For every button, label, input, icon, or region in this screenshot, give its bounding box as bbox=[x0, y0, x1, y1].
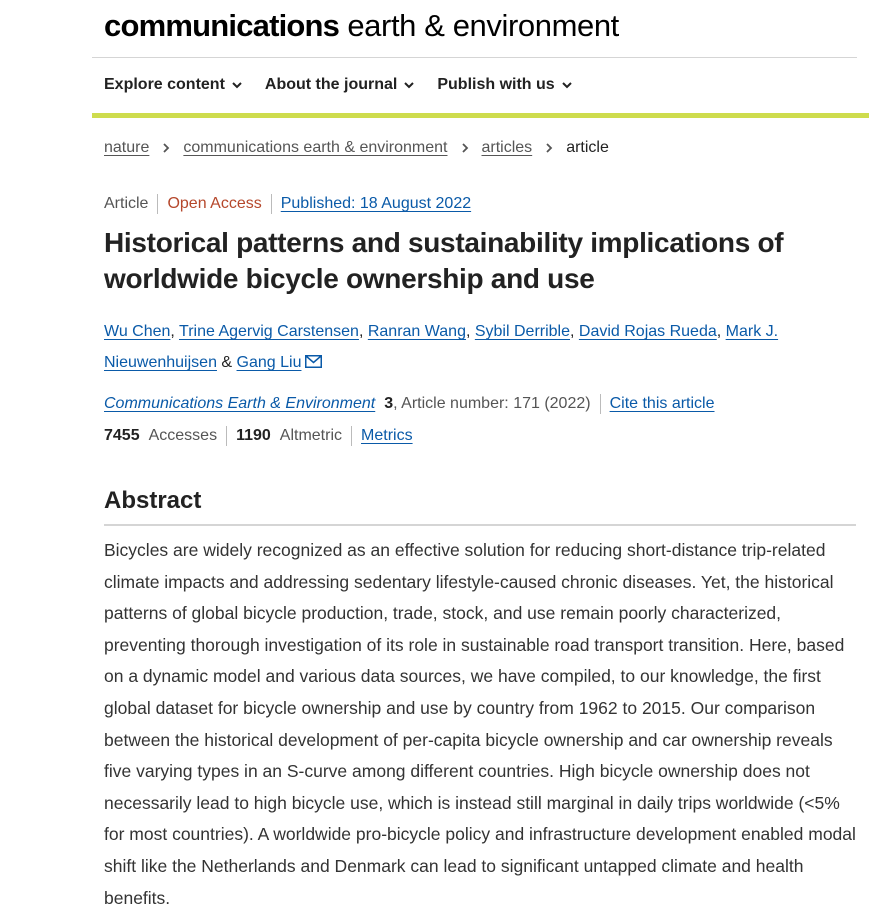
breadcrumb-journal[interactable]: communications earth & environment bbox=[183, 139, 448, 156]
author-link[interactable]: Wu Chen bbox=[104, 323, 171, 340]
article-metrics bbox=[104, 426, 413, 446]
meta-divider bbox=[226, 426, 227, 446]
article-number: , Article number: 171 (2022) bbox=[393, 395, 591, 412]
chevron-right-icon bbox=[161, 142, 171, 154]
meta-divider bbox=[271, 194, 272, 214]
cite-this-article-link[interactable]: Cite this article bbox=[609, 395, 715, 412]
chevron-down-icon bbox=[403, 79, 415, 91]
chevron-right-icon bbox=[544, 142, 554, 154]
nav-accent-bar bbox=[92, 113, 869, 118]
nav-explore-content[interactable] bbox=[104, 76, 243, 94]
open-access-badge: Open Access bbox=[167, 195, 262, 212]
metrics-link[interactable]: Metrics bbox=[361, 427, 413, 444]
meta-divider bbox=[157, 194, 158, 214]
mail-icon[interactable] bbox=[305, 355, 322, 368]
nav-label: Publish with us bbox=[437, 76, 555, 93]
chevron-down-icon bbox=[231, 79, 243, 91]
abstract-divider bbox=[104, 524, 856, 526]
author-list bbox=[104, 316, 844, 378]
author-separator: , bbox=[465, 323, 475, 340]
main-nav bbox=[104, 76, 573, 94]
abstract-text: Bicycles are widely recognized as an effective solution for reducing short-distance trip-related climate impacts and addressing sedentary lifestyle-caused chronic diseases. Yet, the historical patterns of global bicycle production, trade, stock, and use remain poorly characterized, preventing thorough investigation of its role in sustainable road transport transition. Here, based on a dynamic model and various data sources, we have compiled, to our knowledge, the first global dataset for bicycle ownership and use by country from 1962 to 2015. Our comparison between the historical development of per-capita bicycle ownership and car ownership reveals five varying types in an S-curve among different countries. High bicycle ownership does not necessarily lead to high bicycle use, which is instead still marginal in daily trips worldwide (<5% for most countries). A worldwide pro-bicycle policy and infrastructure development enabled modal shift like the Netherlands and Denmark can lead to significant untapped climate and health benefits. bbox=[104, 540, 856, 908]
nav-label: About the journal bbox=[264, 76, 398, 93]
author-separator: , bbox=[716, 323, 726, 340]
author-link[interactable]: Gang Liu bbox=[236, 354, 302, 371]
accesses-count: 7455 bbox=[104, 427, 140, 444]
abstract-heading: Abstract bbox=[104, 487, 202, 514]
author-separator: , bbox=[570, 323, 579, 340]
nav-label: Explore content bbox=[104, 76, 225, 93]
author-link[interactable]: Ranran Wang bbox=[367, 323, 466, 340]
author-link[interactable]: Trine Agervig Carstensen bbox=[179, 323, 359, 340]
breadcrumb-nature[interactable]: nature bbox=[104, 139, 150, 156]
journal-link[interactable]: Communications Earth & Environment bbox=[104, 395, 376, 412]
chevron-right-icon bbox=[460, 142, 470, 154]
meta-divider bbox=[600, 394, 601, 414]
article-meta bbox=[104, 194, 471, 214]
published-date-link[interactable]: Published: 18 August 2022 bbox=[280, 195, 472, 212]
altmetric-count: 1190 bbox=[236, 427, 271, 444]
author-link[interactable]: David Rojas Rueda bbox=[578, 323, 717, 340]
header-divider bbox=[92, 57, 857, 58]
breadcrumb bbox=[104, 139, 609, 157]
breadcrumb-articles[interactable]: articles bbox=[481, 139, 533, 156]
accesses-label: Accesses bbox=[148, 427, 218, 444]
logo-brand-light: earth & environment bbox=[339, 8, 619, 43]
volume-number: 3 bbox=[384, 395, 394, 412]
chevron-down-icon bbox=[561, 79, 573, 91]
nav-publish-with-us[interactable] bbox=[437, 76, 572, 94]
altmetric-label: Altmetric bbox=[279, 427, 343, 444]
logo-brand-bold: communications bbox=[104, 8, 340, 43]
nav-about-journal[interactable] bbox=[265, 76, 415, 94]
meta-divider bbox=[351, 426, 352, 446]
author-link[interactable]: Mark J. Nieuwenhuijsen bbox=[104, 323, 779, 371]
author-separator: , bbox=[170, 323, 180, 340]
author-link[interactable]: Sybil Derrible bbox=[474, 323, 570, 340]
breadcrumb-current: article bbox=[566, 139, 609, 156]
author-separator: , bbox=[358, 323, 368, 340]
article-type: Article bbox=[104, 195, 149, 212]
citation-info bbox=[104, 394, 715, 414]
article-title: Historical patterns and sustainability implications of worldwide bicycle ownership and use bbox=[104, 227, 784, 294]
author-conjunction: & bbox=[216, 354, 237, 371]
journal-logo[interactable] bbox=[104, 8, 619, 44]
